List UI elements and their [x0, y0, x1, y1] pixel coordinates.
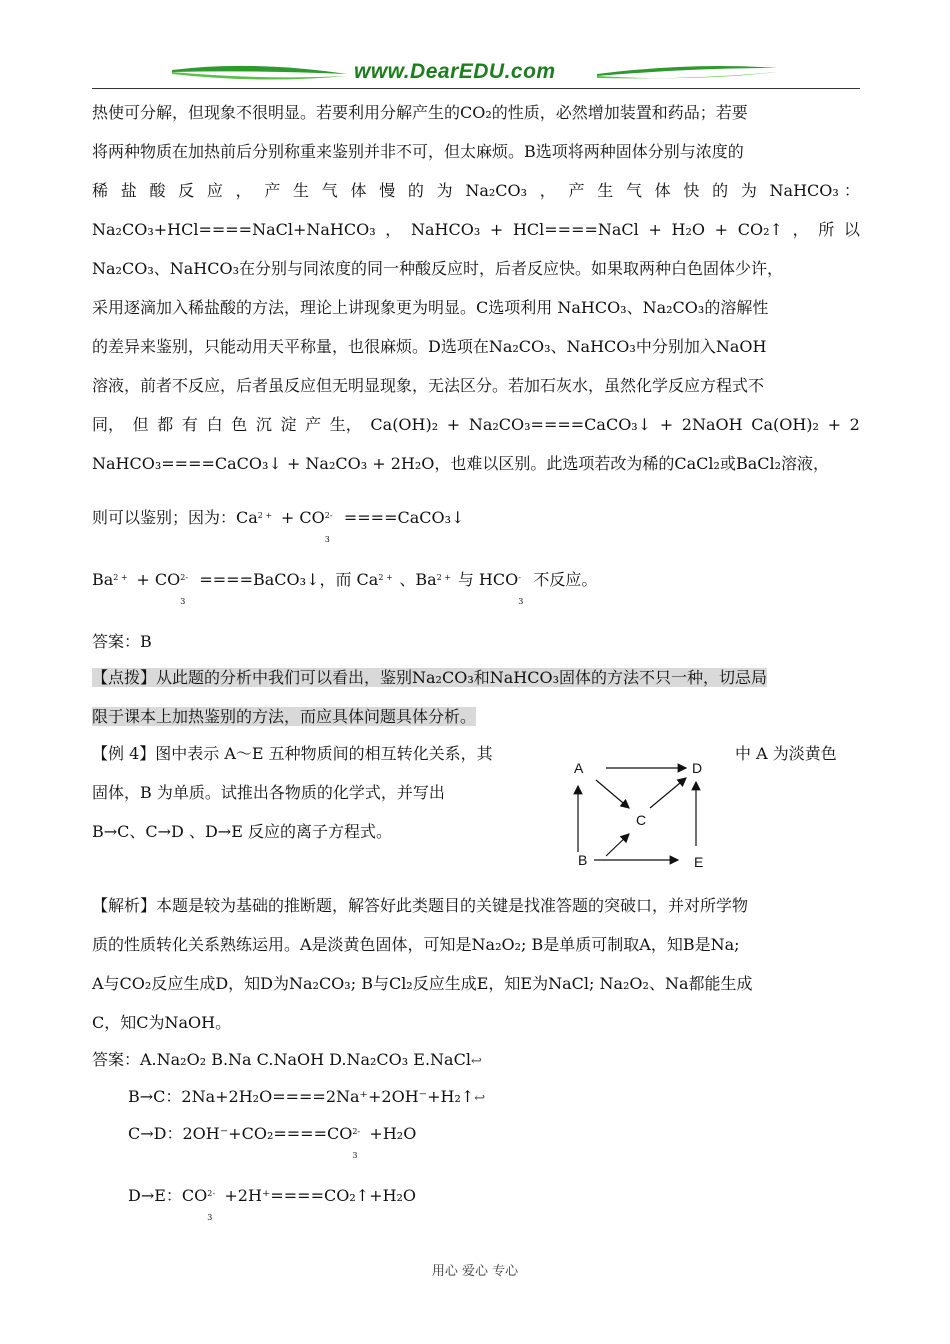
word: Na₂CO₃+HCl====NaCl+NaHCO₃ — [92, 220, 376, 239]
subscript: 3 — [207, 1213, 213, 1222]
word: Na₂CO₃ — [465, 181, 528, 200]
example4-line-3: B→C、C→D 、D→E 反应的离子方程式。 — [92, 822, 392, 841]
charge: 2- — [324, 511, 333, 520]
text-line-5: Na₂CO₃、NaHCO₃在分别与同浓度的同一种酸反应时，后者反应快。如果取两种白色固体少许， — [92, 259, 783, 278]
word: 的 — [712, 181, 729, 200]
analysis-line-4: C，知C为NaOH。 — [92, 1013, 232, 1032]
word: H₂O — [671, 220, 705, 239]
word: 盐 — [120, 181, 137, 200]
subscript: 3 — [180, 597, 186, 606]
ion-ca: ====BaCO₃↓，而 Ca 2 + — [199, 560, 378, 599]
dianbo-line-1: 【点拨】从此题的分析中我们可以看出，鉴别Na₂CO₃和NaHCO₃固体的方法不只一种，切忌局 — [92, 668, 767, 687]
word: 气 — [321, 181, 338, 200]
text-line-8: 溶液，前者不反应，后者虽反应但无明显现象，无法区分。若加石灰水，虽然化学反应方程式不 — [92, 376, 765, 395]
return-mark-icon: ↩ — [474, 1091, 486, 1106]
example4-line-1b: 中 A 为淡黄色 — [735, 744, 837, 763]
text-line-2: 将两种物质在加热前后分别称重来鉴别并非不可，但太麻烦。B选项将两种固体分别与浓度的 — [92, 142, 744, 161]
word: 2NaOH — [681, 415, 743, 434]
example4-line-2: 固体，B 为单质。试推出各物质的化学式，并写出 — [92, 783, 445, 802]
ion-ca: 则可以鉴别；因为：Ca 2 + — [92, 498, 258, 537]
word: 反 — [178, 181, 195, 200]
charge: 2 + — [113, 573, 128, 582]
word: 快 — [683, 181, 700, 200]
word: 气 — [625, 181, 642, 200]
word: 都 — [157, 415, 174, 434]
text-line-6: 采用逐滴加入稀盐酸的方法，理论上讲现象更为明显。C选项利用 NaHCO₃、Na₂CO₃的溶解性 — [92, 298, 769, 317]
word: + — [714, 220, 729, 239]
word: 生， — [329, 415, 362, 434]
text-line-9 — [92, 405, 860, 444]
word: Ca(OH)₂ — [751, 415, 819, 434]
charge: 2- — [207, 1189, 216, 1198]
page-footer: 用心 爱心 专心 — [431, 1264, 519, 1279]
text-line-4 — [92, 210, 860, 249]
answer-line-1: 答案：A.Na₂O₂ B.Na C.NaOH D.Na₂CO₃ E.NaCl↩ — [92, 1050, 482, 1069]
node-d: D — [692, 760, 703, 776]
word: ， — [792, 220, 809, 239]
return-mark-icon: ↩ — [470, 1054, 482, 1069]
text-line-3 — [92, 171, 860, 210]
word: 白 — [206, 415, 223, 434]
equation-product: ====CaCO₃↓ — [343, 508, 465, 527]
word: 但 — [132, 415, 149, 434]
word: + — [446, 415, 461, 434]
ion-co3: + CO 2- 3 — [281, 498, 325, 537]
arrow-c-to-d — [650, 778, 686, 808]
charge: 2 + — [378, 573, 393, 582]
text-line-1: 热使可分解，但现象不很明显。若要利用分解产生的CO₂的性质，必然增加装置和药品；若要 — [92, 103, 748, 122]
example4-line-1a: 【例 4】图中表示 A～E 五种物质间的相互转化关系，其 — [92, 744, 493, 763]
node-e: E — [694, 854, 704, 870]
word: 产 — [568, 181, 585, 200]
word: ， — [235, 181, 252, 200]
conversion-diagram — [566, 750, 726, 880]
analysis-line-2: 质的性质转化关系熟练运用。A是淡黄色固体，可知是Na₂O₂; B是单质可制取A，知B是Na; — [92, 935, 740, 954]
word: 应 — [206, 181, 223, 200]
word: NaHCO₃ ： — [769, 181, 860, 200]
word: 为 — [740, 181, 757, 200]
subscript: 3 — [324, 535, 330, 544]
word: + — [648, 220, 662, 239]
answer-eq-2: C→D：2OH⁻+CO₂====CO 2- 3 +H₂O — [128, 1114, 828, 1153]
subscript: 3 — [518, 597, 524, 606]
node-b: B — [578, 852, 588, 868]
answer-eq-3: D→E：CO 2- 3 +2H⁺====CO₂↑+H₂O — [128, 1176, 828, 1215]
word: 所 — [818, 220, 835, 239]
word: 淀 — [280, 415, 297, 434]
word: 沉 — [255, 415, 272, 434]
word: 体 — [654, 181, 671, 200]
word: 色 — [231, 415, 248, 434]
ion-ba: Ba 2 + — [92, 560, 113, 599]
answer-eq-1: B→C：2Na+2H₂O====2Na⁺+2OH⁻+H₂↑↩ — [128, 1087, 486, 1106]
equation-tail: 不反应。 — [533, 570, 598, 589]
charge: 2 + — [257, 511, 273, 520]
analysis-line-1: 【解析】本题是较为基础的推断题，解答好此类题目的关键是找准答题的突破口，并对所学物 — [92, 896, 749, 915]
subscript: 3 — [352, 1151, 358, 1160]
word: 体 — [350, 181, 367, 200]
ion-co3: D→E：CO 2- 3 — [128, 1176, 207, 1215]
analysis-line-3: A与CO₂反应生成D，知D为Na₂CO₃; B与Cl₂反应生成E，知E为NaCl; Na₂O₂、Na都能生成 — [92, 974, 753, 993]
charge: - — [518, 573, 521, 582]
word: 以 — [843, 220, 860, 239]
word: 稀 — [92, 181, 109, 200]
word: 产 — [305, 415, 322, 434]
header-rule — [92, 88, 860, 89]
word: + — [659, 415, 674, 434]
ion-hco3: 与 HCO - 3 — [458, 560, 518, 599]
word: Ca(OH)₂ — [370, 415, 439, 434]
text-line-10: NaHCO₃====CaCO₃↓ + Na₂CO₃ + 2H₂O，也难以区别。此选项若改为稀的CaCl₂或BaCl₂溶液， — [92, 454, 830, 473]
equation-line-ca — [92, 498, 862, 544]
word: + — [827, 415, 841, 434]
word: NaHCO₃ — [410, 220, 481, 239]
word: 慢 — [379, 181, 396, 200]
word: 酸 — [149, 181, 166, 200]
word: 产 — [264, 181, 281, 200]
answer-b: 答案：B — [92, 632, 152, 651]
arrow-a-to-c — [596, 780, 629, 808]
charge: 2- — [352, 1127, 361, 1136]
word: ， — [385, 220, 402, 239]
word: HCl====NaCl — [512, 220, 639, 239]
node-a: A — [574, 760, 584, 776]
word: 有 — [181, 415, 198, 434]
arrow-b-to-c — [606, 834, 629, 856]
text-line-7: 的差异来鉴别，只能动用天平称量，也很麻烦。D选项在Na₂CO₃、NaHCO₃中分别加入NaOH — [92, 337, 767, 356]
word: Na₂CO₃====CaCO₃↓ — [468, 415, 652, 434]
word: 同， — [92, 415, 125, 434]
charge: 2- — [180, 573, 189, 582]
word: ， — [539, 181, 556, 200]
word: 2 — [849, 415, 860, 434]
header-banner — [92, 58, 860, 90]
word: 生 — [293, 181, 310, 200]
word: + — [489, 220, 504, 239]
dianbo-line-2: 限于课本上加热鉴别的方法，而应具体问题具体分析。 — [92, 707, 477, 726]
word: 为 — [436, 181, 453, 200]
site-logo[interactable]: www.DearEDU.com — [354, 60, 556, 83]
charge: 2 + — [436, 573, 452, 582]
ion-co3: + CO 2- 3 — [136, 560, 180, 599]
equation-line-ba — [92, 560, 862, 606]
word: CO₂↑ — [737, 220, 783, 239]
ion-ba: 、Ba 2 + — [399, 560, 436, 599]
ion-co3: C→D：2OH⁻+CO₂====CO 2- 3 — [128, 1114, 352, 1153]
node-c: C — [636, 812, 647, 828]
word: 生 — [597, 181, 614, 200]
word: 的 — [407, 181, 424, 200]
